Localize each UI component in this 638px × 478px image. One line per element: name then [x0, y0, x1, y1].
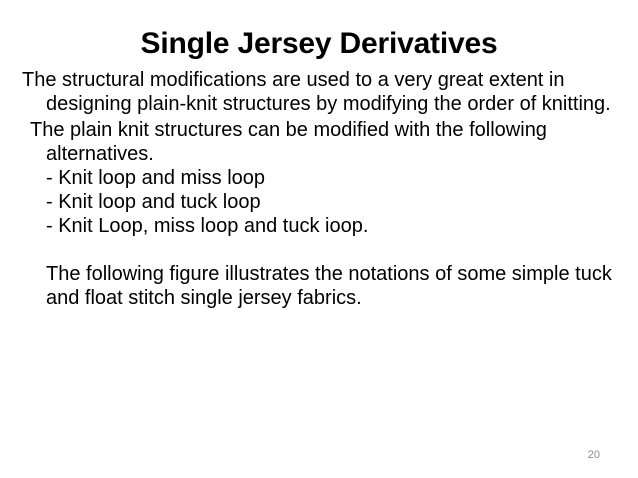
- paragraph-figure-notation: The following figure illustrates the notations of some simple tuck and float stitch single jersey fabrics.: [46, 263, 612, 309]
- slide-body: [22, 68, 622, 310]
- alternative-item: - Knit loop and miss loop: [46, 167, 266, 189]
- slide-title: Single Jersey Derivatives: [140, 27, 498, 60]
- alternative-item: - Knit loop and tuck loop: [46, 191, 261, 213]
- spacer: [22, 238, 622, 262]
- page-number: 20: [587, 449, 600, 461]
- alternatives-intro: The plain knit structures can be modified with the following alternatives.: [30, 119, 547, 165]
- alternative-item: - Knit Loop, miss loop and tuck ioop.: [46, 215, 369, 237]
- paragraph-structural-modifications: The structural modifications are used to a very great extent in designing plain-knit structures by modifying the order of knitting.: [22, 69, 611, 115]
- alternatives-list: [22, 166, 622, 238]
- paragraph-plain-knit-alternatives: [22, 118, 622, 166]
